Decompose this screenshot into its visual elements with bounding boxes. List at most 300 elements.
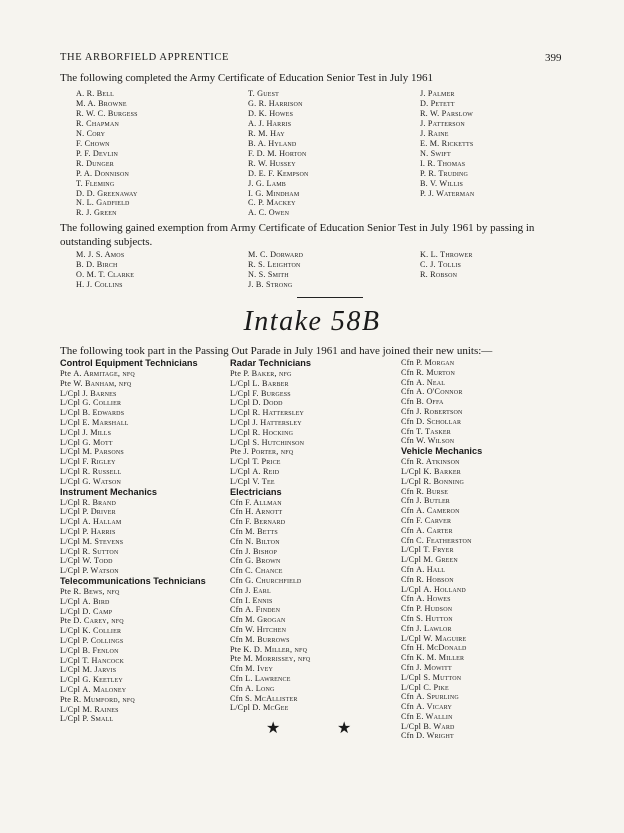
soldier-name: D. Carey, nfq <box>73 616 124 626</box>
rank: Cfn <box>230 526 243 536</box>
rank: L/Cpl <box>230 427 251 437</box>
soldier-name: A. Armitage, nfq <box>73 369 135 378</box>
soldier-name: M. Jarvis <box>82 665 117 675</box>
rank: Cfn <box>230 664 243 674</box>
roster-entry <box>230 596 395 606</box>
rank: Cfn <box>230 536 243 546</box>
rank: L/Cpl <box>60 408 81 418</box>
rank: L/Cpl <box>230 417 251 427</box>
roster-entry <box>401 673 571 683</box>
soldier-name: C. Pike <box>423 682 449 692</box>
roster-entry <box>401 585 571 595</box>
name-entry: M. J. S. Amos <box>76 250 125 259</box>
name-column <box>248 250 303 290</box>
rank: L/Cpl <box>60 556 81 566</box>
roster-entry <box>230 498 395 508</box>
roster-entry <box>60 685 225 695</box>
roster-entry <box>60 675 225 685</box>
roster-entry <box>60 547 225 557</box>
rank: Cfn <box>401 406 414 416</box>
name-entry: A. C. Owen <box>248 208 290 218</box>
soldier-name: A. Holland <box>423 584 466 594</box>
soldier-name: J. Robertson <box>416 406 463 416</box>
soldier-name: B. Ward <box>423 721 455 731</box>
name-entry: M. A. Browne <box>76 98 127 108</box>
name-entry: T. Guest <box>248 89 279 98</box>
roster-entry <box>60 389 225 399</box>
roster-entry <box>401 358 571 368</box>
soldier-name: M. Betts <box>245 526 278 536</box>
name-entry: H. J. Collins <box>76 279 123 289</box>
rank: L/Cpl <box>60 466 81 476</box>
soldier-name: J. Butler <box>416 496 451 506</box>
roster-entry <box>401 427 571 437</box>
soldier-name: M. Green <box>423 555 458 565</box>
rank: Pte <box>230 447 242 457</box>
roster-entry <box>401 545 571 555</box>
roster-entry <box>230 369 395 379</box>
roster-entry <box>401 702 571 712</box>
name-entry: R. Dunger <box>76 158 114 168</box>
rank: L/Cpl <box>60 626 81 636</box>
roster-entry <box>230 684 395 694</box>
rank: L/Cpl <box>60 606 81 616</box>
soldier-name: R. Mumford, nfq <box>73 694 135 704</box>
soldier-name: V. Tee <box>252 476 275 486</box>
soldier-name: J. Lawlor <box>416 623 452 633</box>
soldier-name: E. Marshall <box>82 417 129 427</box>
roster-entry <box>60 527 225 537</box>
rank: L/Cpl <box>60 665 81 675</box>
name-entry: P. R. Truding <box>420 168 469 178</box>
roster-entry <box>60 438 225 448</box>
rank: L/Cpl <box>60 546 81 556</box>
roster-entry <box>60 428 225 438</box>
roster-entry <box>401 436 571 446</box>
soldier-name: E. Wallin <box>416 711 453 721</box>
soldier-name: P. Harris <box>82 526 116 536</box>
rank: L/Cpl <box>401 682 422 692</box>
roster-entry <box>60 457 225 467</box>
name-entry: D. Petett <box>420 98 455 108</box>
soldier-name: G. Churchfield <box>245 575 302 585</box>
soldier-name: F. Bernard <box>245 517 286 527</box>
soldier-name: G. Watson <box>82 476 122 486</box>
roster-entry <box>60 566 225 576</box>
rank: L/Cpl <box>60 655 81 665</box>
roster-entry <box>401 663 571 673</box>
roster-entry <box>60 467 225 477</box>
roster-entry <box>401 565 571 575</box>
roster-entry <box>401 614 571 624</box>
rank: Cfn <box>230 566 243 576</box>
roster-entry <box>60 517 225 527</box>
name-entry: R. W. Parslow <box>420 108 473 118</box>
rank: Cfn <box>401 457 414 467</box>
rank: L/Cpl <box>60 566 81 576</box>
roster-entry <box>60 616 225 626</box>
soldier-name: A. Hall <box>416 564 446 574</box>
soldier-name: J. Bishop <box>245 546 278 556</box>
soldier-name: J. Mowitt <box>416 662 452 672</box>
soldier-name: M. Burrows <box>245 634 290 644</box>
soldier-name: R. Brand <box>82 497 116 507</box>
roster-entry <box>230 467 395 477</box>
rank: L/Cpl <box>60 398 81 408</box>
name-entry: F. D. M. Horton <box>248 148 307 158</box>
soldier-name: F. Rigley <box>82 457 116 467</box>
soldier-name: A. Maloney <box>82 684 127 694</box>
intake-intro: The following took part in the Passing Out Parade in July 1961 and have joined their new units:— <box>60 345 493 357</box>
soldier-name: A. Long <box>245 683 275 693</box>
unit-heading: Vehicle Mechanics <box>401 446 483 457</box>
roster-entry <box>230 703 395 713</box>
name-entry: R. J. Green <box>76 208 117 218</box>
soldier-name: S. Hutchinson <box>252 437 305 447</box>
rank: L/Cpl <box>60 675 81 685</box>
soldier-name: J. Barnes <box>82 388 117 398</box>
soldier-name: W. Hitchen <box>245 624 287 634</box>
roster-entry <box>401 643 571 653</box>
soldier-name: W. Banham, nfq <box>73 378 132 388</box>
roster-entry <box>230 694 395 704</box>
rank: L/Cpl <box>60 596 81 606</box>
roster-entry <box>60 587 225 597</box>
soldier-name: P. Baker, nfg <box>243 369 292 378</box>
name-column <box>76 250 134 290</box>
roster-entry <box>401 487 571 497</box>
roster-entry <box>230 477 395 487</box>
rank: Cfn <box>230 683 243 693</box>
rank: Cfn <box>401 623 414 633</box>
rank: L/Cpl <box>60 517 81 527</box>
rank: Pte <box>230 369 242 378</box>
rank: Cfn <box>230 605 243 615</box>
rank: L/Cpl <box>401 721 422 731</box>
soldier-name: G. Brown <box>245 556 281 566</box>
roster-entry <box>230 517 395 527</box>
name-column <box>248 89 309 218</box>
soldier-name: J. Hattersley <box>252 417 302 427</box>
unit-heading: Instrument Mechanics <box>60 486 158 497</box>
rank: Cfn <box>401 397 414 407</box>
rank: Pte <box>60 369 72 378</box>
rank: Cfn <box>401 387 414 397</box>
roster-entry <box>230 527 395 537</box>
name-entry: J. Raine <box>420 128 449 138</box>
name-entry: R. Chapman <box>76 118 120 128</box>
name-entry: P. A. Donnison <box>76 168 130 178</box>
roster-entry <box>401 604 571 614</box>
rank: L/Cpl <box>230 408 251 418</box>
rank: L/Cpl <box>401 545 422 555</box>
soldier-name: P. Collings <box>82 635 124 645</box>
unit-column <box>60 358 225 724</box>
rank: Cfn <box>230 517 243 527</box>
roster-entry <box>401 516 571 526</box>
roster-entry <box>401 506 571 516</box>
roster-entry <box>230 556 395 566</box>
roster-entry <box>401 634 571 644</box>
unit-column <box>401 358 571 741</box>
roster-entry <box>401 692 571 702</box>
roster-entry <box>60 507 225 517</box>
roster-entry <box>60 379 225 389</box>
soldier-name: M. Grogan <box>245 615 286 625</box>
name-entry: R. S. Leighton <box>248 259 301 269</box>
roster-entry <box>60 369 225 379</box>
rank: Cfn <box>230 507 243 517</box>
roster-entry <box>230 645 395 655</box>
soldier-name: T. Price <box>252 457 281 467</box>
name-entry: D. D. Greenaway <box>76 188 138 198</box>
roster-entry <box>401 722 571 732</box>
rank: Pte <box>60 586 72 596</box>
soldier-name: C. Chance <box>245 566 283 576</box>
roster-entry <box>401 477 571 487</box>
rank: Pte <box>60 378 72 388</box>
roster-entry <box>230 615 395 625</box>
roster-entry <box>60 537 225 547</box>
soldier-name: N. Bilton <box>245 536 280 546</box>
rank: L/Cpl <box>60 388 81 398</box>
roster-entry <box>230 586 395 596</box>
roster-entry <box>60 498 225 508</box>
roster-entry <box>401 731 571 741</box>
roster-entry <box>401 712 571 722</box>
soldier-name: P. Hudson <box>416 604 453 614</box>
rank: L/Cpl <box>60 476 81 486</box>
soldier-name: S. McAllister <box>245 693 298 703</box>
name-entry: R. W. C. Burgess <box>76 108 138 118</box>
roster-entry <box>401 594 571 604</box>
rank: Pte <box>230 654 242 664</box>
rank: Cfn <box>230 693 243 703</box>
soldier-name: D. McGee <box>252 703 289 713</box>
soldier-name: D. Schollar <box>416 416 462 426</box>
rank: L/Cpl <box>60 437 81 447</box>
name-entry: K. L. Thrower <box>420 250 473 259</box>
roster-entry <box>230 408 395 418</box>
roster-entry <box>60 477 225 487</box>
roster-entry <box>401 555 571 565</box>
rank: Cfn <box>230 673 243 683</box>
roster-entry <box>401 526 571 536</box>
rank: Pte <box>230 644 242 654</box>
unit-heading: Telecommunications Technicians <box>60 575 206 586</box>
roster-entry <box>230 418 395 428</box>
rank: Cfn <box>230 556 243 566</box>
rank: L/Cpl <box>401 476 422 486</box>
rank: L/Cpl <box>60 536 81 546</box>
rank: Cfn <box>230 585 243 595</box>
name-entry: N. Swift <box>420 148 451 158</box>
roster-entry <box>60 656 225 666</box>
roster-entry <box>230 605 395 615</box>
name-entry: N. Cory <box>76 128 106 138</box>
roster-entry <box>401 387 571 397</box>
roster-entry <box>230 576 395 586</box>
name-entry: J. G. Lamb <box>248 178 286 188</box>
name-entry: J. Patterson <box>420 118 465 128</box>
rank: Pte <box>60 616 72 626</box>
rank: Pte <box>60 694 72 704</box>
rank: Cfn <box>401 594 414 604</box>
name-entry: N. L. Gadfield <box>76 198 130 208</box>
soldier-name: D. Dodd <box>252 398 283 408</box>
unit-heading: Radar Technicians <box>230 358 312 368</box>
soldier-name: W. Wilson <box>416 436 455 446</box>
name-entry: D. K. Howes <box>248 108 294 118</box>
name-entry: M. C. Dorward <box>248 250 304 259</box>
roster-entry <box>401 624 571 634</box>
roster-entry <box>60 636 225 646</box>
soldier-name: R. Murton <box>416 367 455 377</box>
roster-entry <box>230 625 395 635</box>
soldier-name: G. Mott <box>82 437 113 447</box>
roster-entry <box>60 556 225 566</box>
rank: Cfn <box>230 575 243 585</box>
roster-entry <box>60 607 225 617</box>
name-entry: A. R. Bell <box>76 89 115 98</box>
soldier-name: K. M. Miller <box>416 653 465 663</box>
roster-entry <box>230 664 395 674</box>
rank: L/Cpl <box>60 497 81 507</box>
rank: Cfn <box>401 643 414 653</box>
roster-entry <box>60 705 225 715</box>
roster-entry <box>60 418 225 428</box>
rank: L/Cpl <box>60 507 81 517</box>
rank: Cfn <box>401 711 414 721</box>
name-column <box>420 89 474 198</box>
roster-entry <box>401 653 571 663</box>
roster-entry <box>60 665 225 675</box>
soldier-name: F. Burgess <box>252 388 291 398</box>
soldier-name: A. O'Connor <box>416 387 463 397</box>
soldier-name: S. Mutton <box>423 672 462 682</box>
soldier-name: T. Fryer <box>423 545 454 555</box>
soldier-name: I. Ennis <box>245 595 273 605</box>
roster-entry <box>230 389 395 399</box>
soldier-name: M. Morrissey, nfq <box>243 654 311 664</box>
roster-entry <box>60 695 225 705</box>
soldier-name: D. Camp <box>82 606 113 616</box>
roster-entry <box>230 674 395 684</box>
rank: Cfn <box>230 634 243 644</box>
roster-entry <box>230 507 395 517</box>
rank: Cfn <box>230 624 243 634</box>
rank: Cfn <box>401 662 414 672</box>
soldier-name: P. Driver <box>82 507 116 517</box>
soldier-name: R. Sutton <box>82 546 119 556</box>
roster-entry <box>230 438 395 448</box>
soldier-name: F. Carver <box>416 515 452 525</box>
rank: Cfn <box>401 604 414 614</box>
name-entry: J. Palmer <box>420 89 455 98</box>
rank: L/Cpl <box>230 476 251 486</box>
soldier-name: R. Russell <box>82 466 122 476</box>
rank: L/Cpl <box>60 457 81 467</box>
rank: L/Cpl <box>60 645 81 655</box>
rank: Cfn <box>401 613 414 623</box>
soldier-name: B. Offa <box>416 397 444 407</box>
roster-entry <box>401 397 571 407</box>
soldier-name: A. Bird <box>82 596 110 606</box>
name-entry: P. F. Devlin <box>76 148 119 158</box>
rank: Cfn <box>401 416 414 426</box>
rank: L/Cpl <box>60 684 81 694</box>
intake-title: Intake 58B <box>243 306 381 337</box>
soldier-name: A. Vicary <box>416 702 453 712</box>
soldier-name: W. Todd <box>82 556 113 566</box>
rank: Cfn <box>401 535 414 545</box>
rank: L/Cpl <box>230 703 251 713</box>
roster-entry <box>230 635 395 645</box>
soldier-name: M. Parsons <box>82 447 124 457</box>
running-header: THE ARBORFIELD APPRENTICE <box>60 52 230 63</box>
rank: L/Cpl <box>230 388 251 398</box>
rank: L/Cpl <box>230 457 251 467</box>
name-entry: B. V. Willis <box>420 178 463 188</box>
roster-entry <box>230 654 395 664</box>
rank: Cfn <box>401 436 414 446</box>
soldier-name: W. Maguire <box>423 633 467 643</box>
rank: Cfn <box>401 702 414 712</box>
rank: Cfn <box>401 426 414 436</box>
soldier-name: S. Hutton <box>416 613 453 623</box>
soldier-name: M. Ivey <box>245 664 273 674</box>
rank: Cfn <box>401 525 414 535</box>
soldier-name: R. Hocking <box>252 427 294 437</box>
name-entry: A. J. Harris <box>248 118 292 128</box>
soldier-name: R. Burse <box>416 486 449 496</box>
roster-entry <box>230 398 395 408</box>
rank: L/Cpl <box>401 633 422 643</box>
roster-entry <box>401 417 571 427</box>
rank: Cfn <box>230 546 243 556</box>
rank: Cfn <box>401 515 414 525</box>
roster-entry <box>401 467 571 477</box>
soldier-name: R. Bonning <box>423 476 465 486</box>
name-entry: E. M. Ricketts <box>420 138 474 148</box>
soldier-name: K. D. Miller, nfq <box>243 644 308 654</box>
rank: Cfn <box>401 731 414 741</box>
name-entry: D. E. F. Kempson <box>248 168 309 178</box>
name-entry: B. A. Hyland <box>248 138 297 148</box>
name-entry: R. W. Hussey <box>248 158 296 168</box>
rank: Cfn <box>230 497 243 507</box>
rank: L/Cpl <box>60 417 81 427</box>
page-number: 399 <box>545 52 562 64</box>
soldier-name: A. Reid <box>252 466 280 476</box>
soldier-name: A. Neal <box>416 377 446 387</box>
rank: Cfn <box>401 367 414 377</box>
name-entry: R. M. Hay <box>248 128 285 138</box>
rank: L/Cpl <box>401 555 422 565</box>
name-entry: N. S. Smith <box>248 269 289 279</box>
rank: L/Cpl <box>230 466 251 476</box>
rank: L/Cpl <box>230 437 251 447</box>
soldier-name: R. Hobson <box>416 574 454 584</box>
rank: Cfn <box>401 506 414 516</box>
soldier-name: A. Spurling <box>416 692 459 702</box>
name-entry: I. R. Thomas <box>420 158 466 168</box>
rank: L/Cpl <box>60 714 81 724</box>
star-ornament: ★ <box>266 720 281 737</box>
soldier-name: M. Raines <box>82 704 119 714</box>
roster-entry <box>230 547 395 557</box>
rank: L/Cpl <box>60 526 81 536</box>
